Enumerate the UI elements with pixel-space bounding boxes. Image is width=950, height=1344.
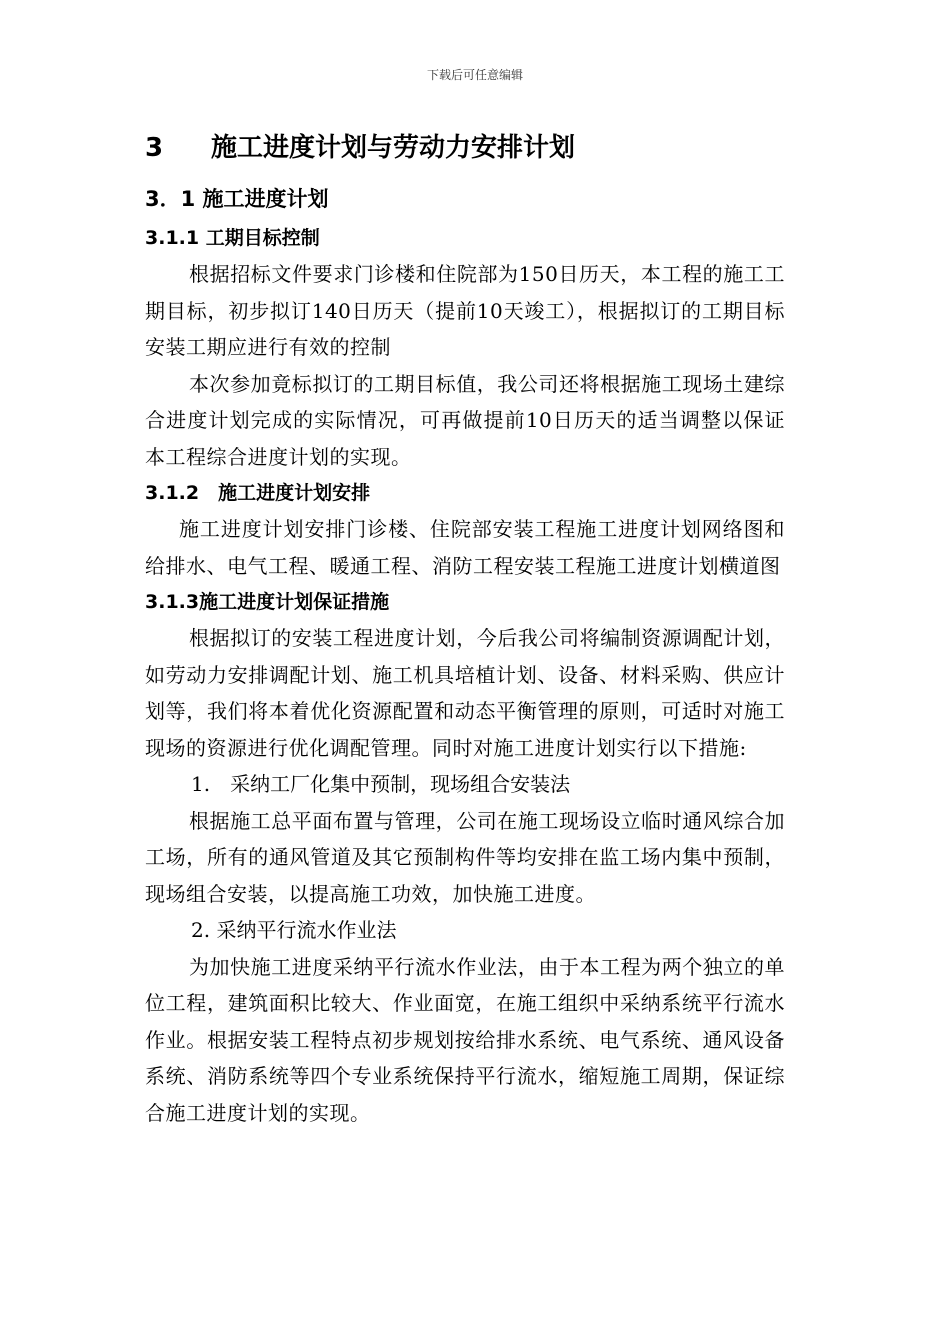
chapter-number: 3 xyxy=(145,133,164,163)
subsection-heading-3-1-2: 3.1.2 施工进度计划安排 xyxy=(145,482,371,504)
paragraph-parallel-flow: 为加快施工进度采纳平行流水作业法，由于本工程为两个独立的单位工程，建筑面积比较大、作业面宽，在施工组织中采纳系统平行流水作业。根据安装工程特点初步规划按给排水系统、电气系统、通风设备系统、消防系统等四个专业系统保持平行流水，缩短施工周期，保证综合施工进度计划的实现。 xyxy=(145,954,785,1125)
paragraph-schedule-adjustment: 本次参加竟标拟订的工期目标值，我公司还将根据施工现场土建综合进度计划完成的实际情况，可再做提前10日历天的适当调整以保证本工程综合进度计划的实现。 xyxy=(145,371,785,469)
paragraph-schedule-arrangement: 施工进度计划安排门诊楼、住院部安装工程施工进度计划网络图和给排水、电气工程、暖通工程、消防工程安装工程施工进度计划横道图 xyxy=(145,517,785,578)
section-heading: 3．1 施工进度计划 xyxy=(145,187,329,211)
list-item-parallel-flow: 2. 采纳平行流水作业法 xyxy=(191,918,397,942)
chapter-heading xyxy=(145,128,785,168)
subsection-heading-3-1-3: 3.1.3施工进度计划保证措施 xyxy=(145,591,390,613)
paragraph-prefabrication: 根据施工总平面布置与管理，公司在施工现场设立临时通风综合加工场，所有的通风管道及其它预制构件等均安排在监工场内集中预制，现场组合安装，以提高施工功效，加快施工进度。 xyxy=(145,808,785,906)
page-header-note: 下载后可任意编辑 xyxy=(426,68,523,82)
document-body xyxy=(145,128,785,1131)
chapter-title: 施工进度计划与劳动力安排计划 xyxy=(211,133,576,163)
paragraph-resource-allocation: 根据拟订的安装工程进度计划，今后我公司将编制资源调配计划，如劳动力安排调配计划、施工机具培植计划、设备、材料采购、供应计划等，我们将本着优化资源配置和动态平衡管理的原则，可适时对施工现场的资源进行优化调配管理。同时对施工进度计划实行以下措施: xyxy=(145,626,785,760)
subsection-heading-3-1-1: 3.1.1 工期目标控制 xyxy=(145,227,320,249)
list-item-prefabrication: 1. 采纳工厂化集中预制，现场组合安装法 xyxy=(191,772,571,796)
paragraph-schedule-target: 根据招标文件要求门诊楼和住院部为150日历天，本工程的施工工期目标，初步拟订140日历天（提前10天竣工），根据拟订的工期目标安装工期应进行有效的控制 xyxy=(145,262,785,359)
